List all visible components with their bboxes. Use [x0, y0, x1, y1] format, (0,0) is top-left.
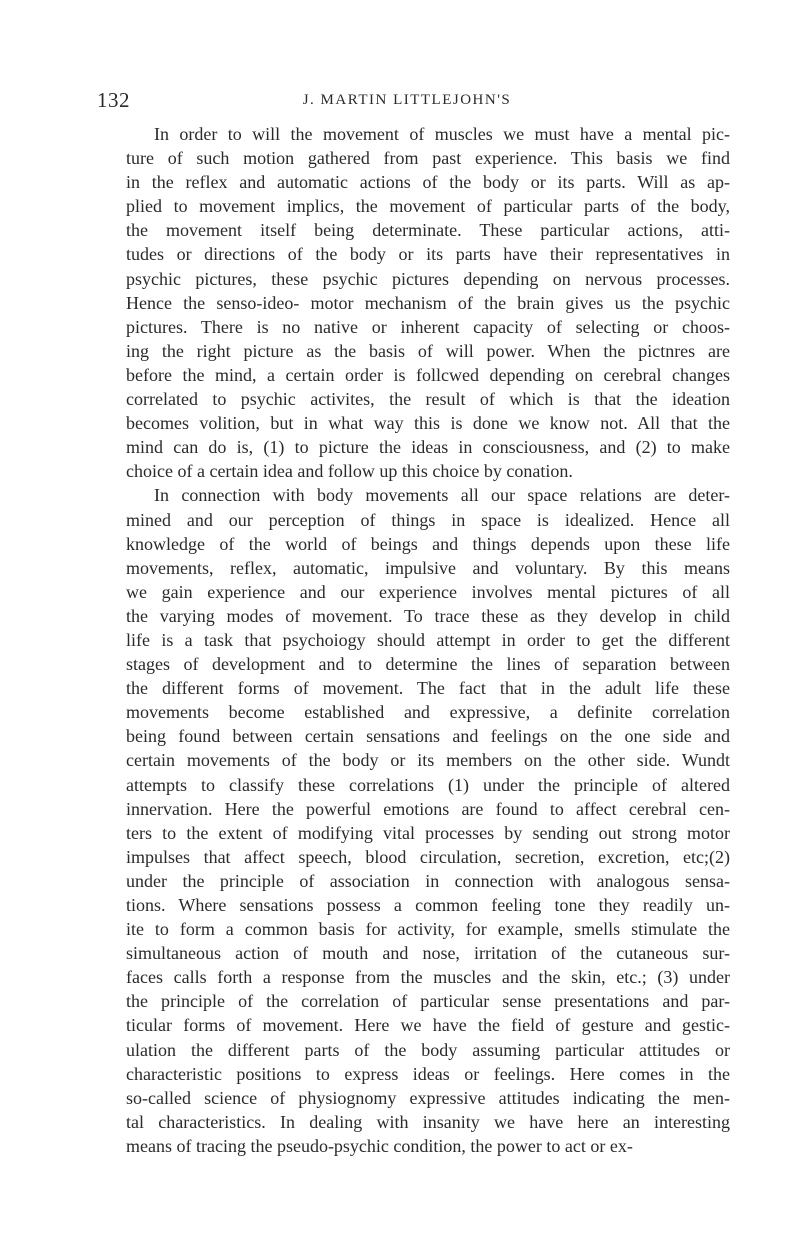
text-line: plied to movement implics, the movement of particular parts of the body, — [126, 196, 730, 217]
text-line: attempts to classify these correlations (1) under the principle of altered — [126, 774, 730, 795]
text-line: movements become established and expressive, a definite correlation — [126, 702, 730, 723]
body-text — [126, 122, 730, 1158]
running-head — [97, 88, 717, 118]
page-number: 132 — [97, 88, 130, 112]
text-line: means of tracing the pseudo-psychic condition, the power to act or ex- — [126, 1135, 633, 1156]
text-line: psychic pictures, these psychic pictures depending on nervous processes. — [126, 268, 730, 289]
text-line: being found between certain sensations and feelings on the one side and — [126, 726, 730, 747]
text-line: certain movements of the body or its members on the other side. Wundt — [126, 750, 730, 771]
text-line: we gain experience and our experience involves mental pictures of all — [126, 581, 730, 602]
text-line: the movement itself being determinate. These particular actions, atti- — [126, 220, 730, 241]
text-line: in the reflex and automatic actions of the body or its parts. Will as ap- — [126, 172, 730, 193]
running-title: J. MARTIN LITTLEJOHN'S — [302, 92, 512, 108]
text-line: before the mind, a certain order is follcwed depending on cerebral changes — [126, 364, 730, 385]
text-line: the varying modes of movement. To trace these as they develop in child — [126, 605, 730, 626]
text-line: ite to form a common basis for activity, for example, smells stimulate the — [126, 919, 730, 940]
text-line: correlated to psychic activites, the result of which is that the ideation — [126, 389, 730, 410]
text-line: faces calls forth a response from the muscles and the skin, etc.; (3) under — [126, 967, 730, 988]
text-line: choice of a certain idea and follow up this choice by conation. — [126, 461, 573, 482]
text-line: simultaneous action of mouth and nose, irritation of the cutaneous sur- — [126, 943, 730, 964]
text-line: becomes volition, but in what way this is done we know not. All that the — [126, 413, 730, 434]
text-line: mind can do is, (1) to picture the ideas in consciousness, and (2) to make — [126, 437, 730, 458]
text-line: ture of such motion gathered from past experience. This basis we find — [126, 148, 730, 169]
text-line: Hence the senso-ideo- motor mechanism of the brain gives us the psychic — [126, 292, 730, 313]
text-line: stages of development and to determine the lines of separation between — [126, 654, 730, 675]
paragraph — [126, 483, 730, 1158]
text-line: under the principle of association in connection with analogous sensa- — [126, 870, 730, 891]
text-line: In order to will the movement of muscles we must have a mental pic- — [154, 124, 730, 144]
text-line: tudes or directions of the body or its parts have their representatives in — [126, 244, 730, 265]
text-line: characteristic positions to express ideas or feelings. Here comes in the — [126, 1063, 730, 1084]
paragraph — [126, 122, 730, 483]
text-line: movements, reflex, automatic, impulsive and voluntary. By this means — [126, 557, 730, 578]
text-line: ulation the different parts of the body assuming particular attitudes or — [126, 1039, 730, 1060]
text-line: ing the right picture as the basis of will power. When the pictnres are — [126, 340, 730, 361]
text-line: mined and our perception of things in space is idealized. Hence all — [126, 509, 730, 530]
text-line: ters to the extent of modifying vital processes by sending out strong motor — [126, 822, 730, 843]
text-line: life is a task that psychoiogy should attempt in order to get the different — [126, 629, 730, 650]
text-line: the principle of the correlation of particular sense presentations and par- — [126, 991, 730, 1012]
text-line: so-called science of physiognomy expressive attitudes indicating the men- — [126, 1087, 730, 1108]
text-line: tions. Where sensations possess a common feeling tone they readily un- — [126, 895, 730, 915]
text-line: knowledge of the world of beings and things depends upon these life — [126, 533, 730, 554]
text-line: impulses that affect speech, blood circulation, secretion, excretion, etc;(2) — [126, 846, 730, 867]
text-line: In connection with body movements all our space relations are deter- — [154, 485, 730, 506]
text-line: pictures. There is no native or inherent capacity of selecting or choos- — [126, 316, 730, 337]
text-line: the different forms of movement. The fact that in the adult life these — [126, 678, 730, 699]
text-line: innervation. Here the powerful emotions are found to affect cerebral cen- — [126, 798, 730, 819]
text-line: tal characteristics. In dealing with insanity we have here an interesting — [126, 1111, 730, 1132]
text-line: ticular forms of movement. Here we have the field of gesture and gestic- — [126, 1015, 730, 1036]
